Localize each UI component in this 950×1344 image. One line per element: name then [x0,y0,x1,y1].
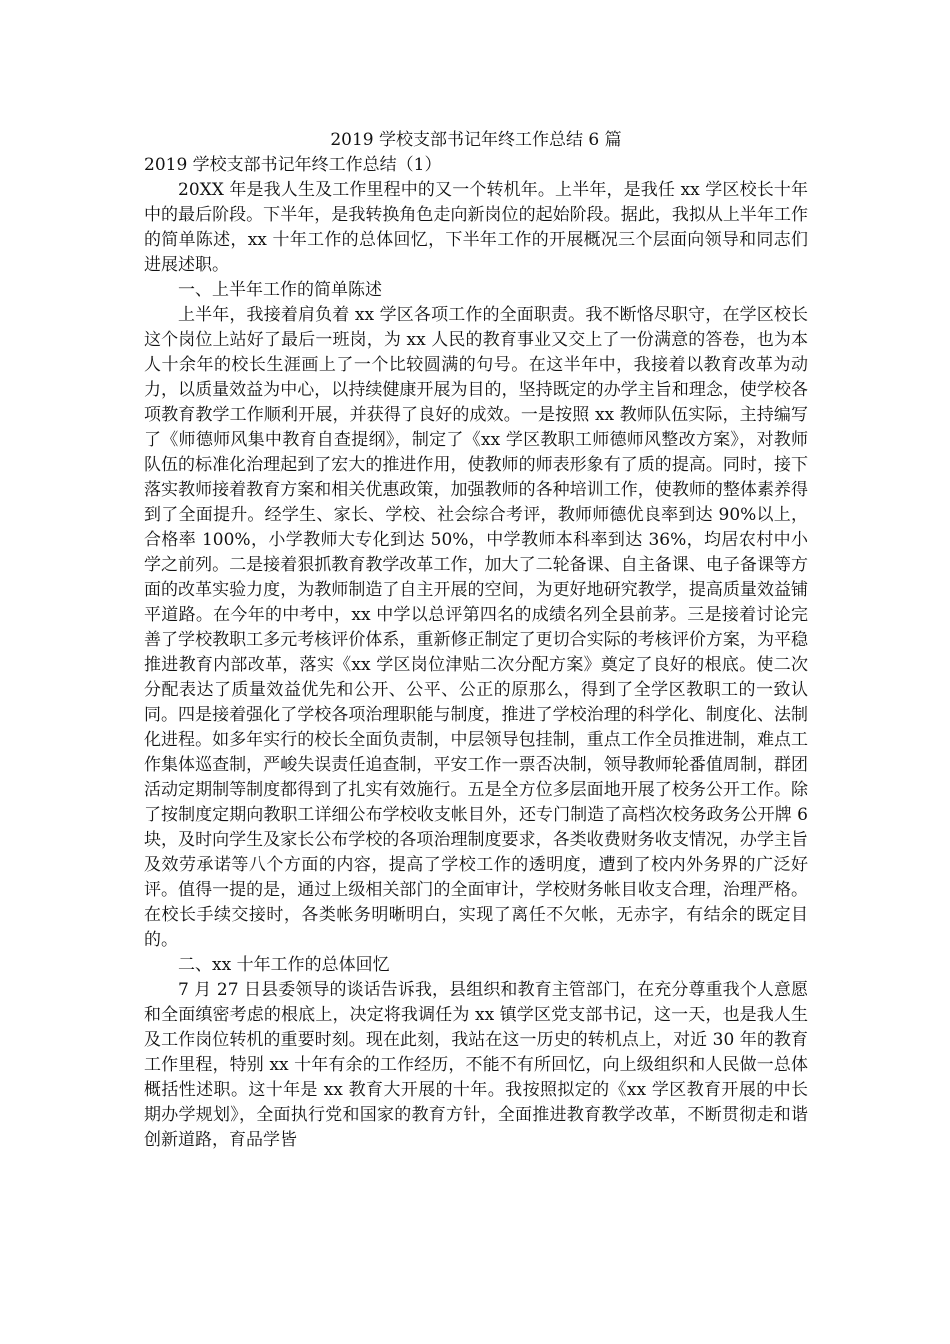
document-page [144,128,808,1153]
heading-ten-years: 二、xx 十年工作的总体回忆 [178,955,390,975]
paragraph-ten-years: 7 月 27 日县委领导的谈话告诉我，县组织和教育主管部门，在充分尊重我个人意愿和全面缜密考虑的根底上，决定将我调任为 xx 镇学区党支部书记，这一天，也是我人生及工作岗位转机的重要时刻。现在此刻，我站在这一历史的转机点上，对近 30 年的教育工作里程，特别 xx 十年有余的工作经历，不能不有所回忆，向上级组织和人民做一总体概括性述职。这十年是 xx 教育大开展的十年。我按照拟定的《xx 学区教育开展的中长期办学规划》，全面执行党和国家的教育方针，全面推进教育教学改革，不断贯彻走和谐创新道路，育品学皆 [144,980,808,1150]
document-title: 2019 学校支部书记年终工作总结 6 篇 [330,130,622,150]
section-title: 2019 学校支部书记年终工作总结（1） [144,155,442,175]
paragraph-first-half: 上半年，我接着肩负着 xx 学区各项工作的全面职责。我不断恪尽职守，在学区校长这个岗位上站好了最后一班岗，为 xx 人民的教育事业又交上了一份满意的答卷，也为本人十余年的校长生涯画上了一个比较圆满的句号。在这半年中，我接着以教育改革为动力，以质量效益为中心，以持续健康开展为目的，坚持既定的办学主旨和理念，使学校各项教育教学工作顺利开展，并获得了良好的成效。一是按照 xx 教师队伍实际，主持编写了《师德师风集中教育自查提纲》，制定了《xx 学区教职工师德师风整改方案》，对教师队伍的标准化治理起到了宏大的推进作用，使教师的师表形象有了质的提高。同时，接下落实教师接着教育方案和相关优惠政策，加强教师的各种培训工作，使教师的整体素养得到了全面提升。经学生、家长、学校、社会综合考评，教师师德优良率到达 90%以上，合格率 100%，小学教师大专化到达 50%，中学教师本科率到达 36%，均居农村中小学之前列。二是接着狠抓教育教学改革工作，加大了二轮备课、自主备课、电子备课等方面的改革实验力度，为教师制造了自主开展的空间，为更好地研究教学，提高质量效益铺平道路。在今年的中考中，xx 中学以总评第四名的成绩名列全县前茅。三是接着讨论完善了学校教职工多元考核评价体系，重新修正制定了更切合实际的考核评价方案，为平稳推进教育内部改革，落实《xx 学区岗位津贴二次分配方案》奠定了良好的根底。使二次分配表达了质量效益优先和公开、公平、公正的原那么，得到了全学区教职工的一致认同。四是接着强化了学校各项治理职能与制度，推进了学校治理的科学化、制度化、法制化进程。如多年实行的校长全面负责制，中层领导包挂制，重点工作全员推进制，难点工作集体巡查制，严峻失误责任追查制，平安工作一票否决制，领导教师轮番值周制，群团活动定期制等制度都得到了扎实有效施行。五是全方位多层面地开展了校务公开工作。除了按制度定期向教职工详细公布学校收支帐目外，还专门制造了高档次校务政务公开牌 6 块，及时向学生及家长公布学校的各项治理制度要求，各类收费财务收支情况，办学主旨及效劳承诺等八个方面的内容，提高了学校工作的透明度，遭到了校内外务界的广泛好评。值得一提的是，通过上级相关部门的全面审计，学校财务帐目收支合理，治理严格。在校长手续交接时，各类帐务明晰明白，实现了离任不欠帐，无赤字，有结余的既定目的。 [144,305,808,950]
heading-first-half: 一、上半年工作的简单陈述 [178,280,382,300]
paragraph-intro: 20XX 年是我人生及工作里程中的又一个转机年。上半年，是我任 xx 学区校长十年中的最后阶段。下半年，是我转换角色走向新岗位的起始阶段。据此，我拟从上半年工作的简单陈述，xx 十年工作的总体回忆，下半年工作的开展概况三个层面向领导和同志们进展述职。 [144,180,808,275]
